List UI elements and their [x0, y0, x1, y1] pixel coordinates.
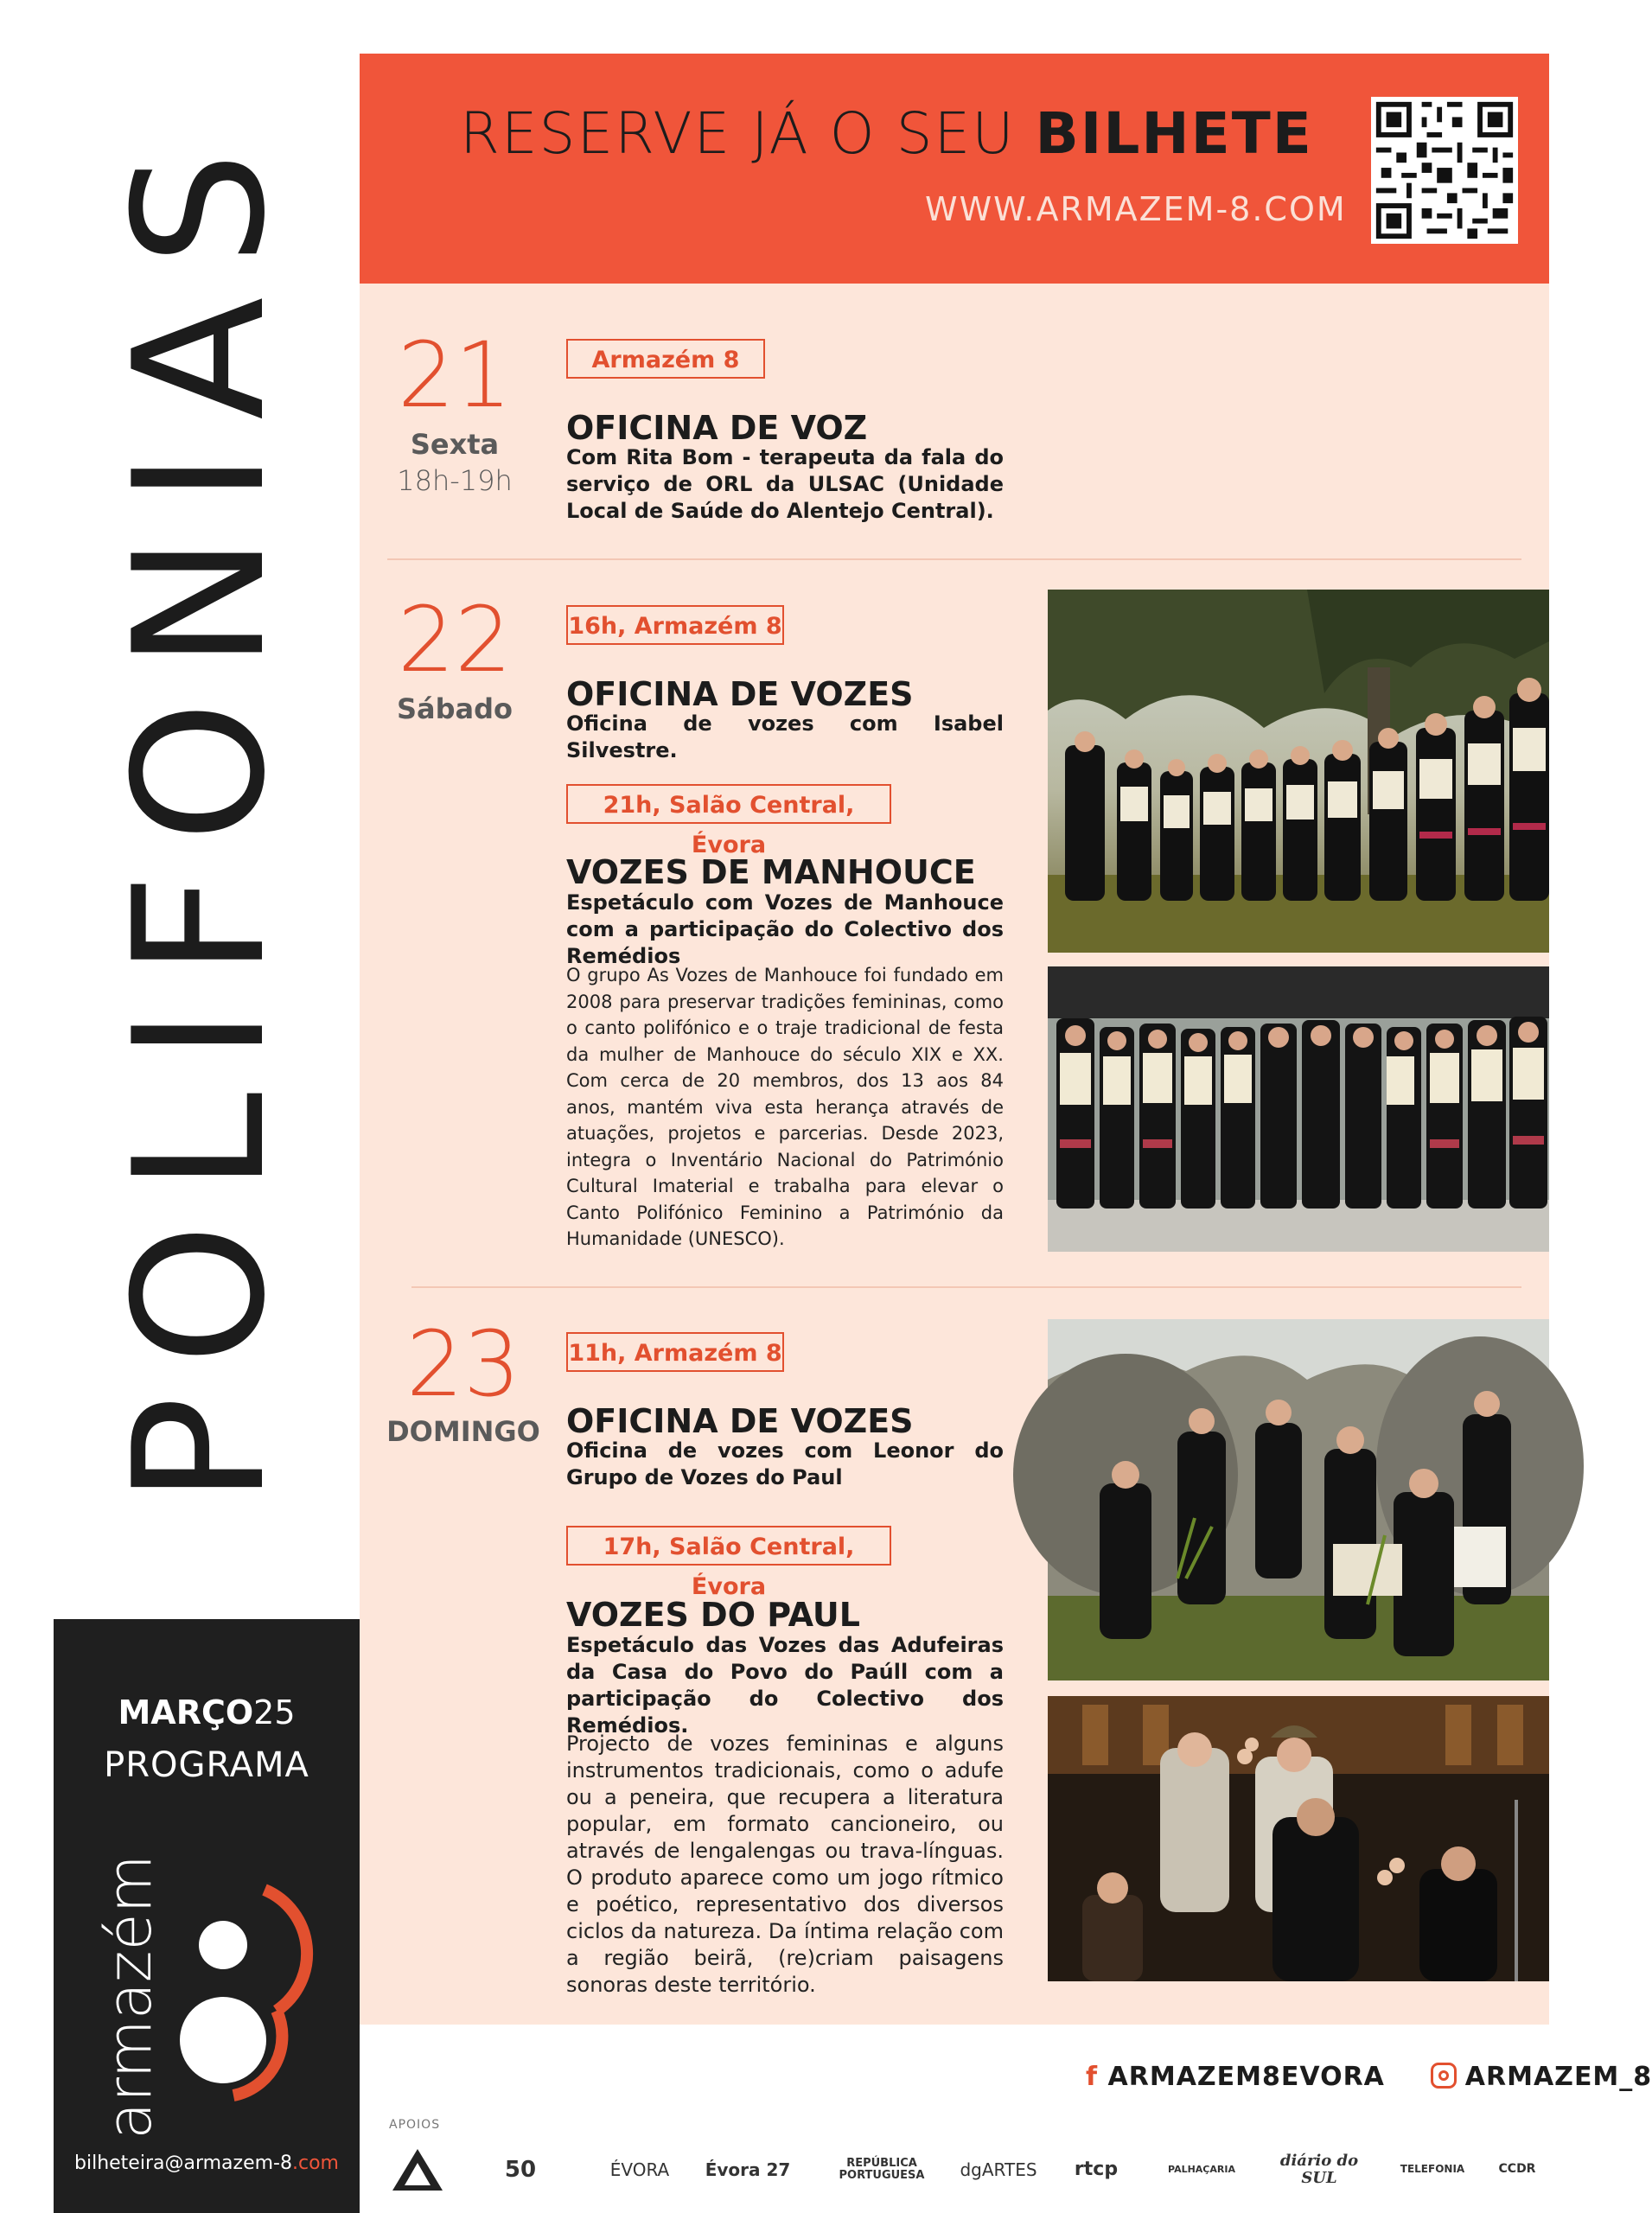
event-tag: 16h, Armazém 8	[566, 605, 784, 645]
banner-title-bold: BILHETE	[1035, 100, 1313, 167]
event-subtitle: Oficina de vozes com Isabel Silvestre.	[566, 711, 1004, 762]
logo-wordmark	[94, 1854, 165, 2140]
day-number: 21	[397, 322, 513, 428]
ticket-email-link[interactable]	[54, 2152, 360, 2174]
sponsor-logo: REPÚBLICA PORTUGUESA	[839, 2156, 925, 2182]
banner-title-light: RESERVE JÁ O SEU	[460, 100, 1036, 167]
sponsor-logo: TELEFONIA	[1400, 2163, 1465, 2176]
photo-manhouce-stage	[1048, 966, 1549, 1252]
banner-title	[460, 100, 1324, 167]
event-description: Projecto de vozes femininas e alguns instrumentos tradicionais, como o adufe ou a peneira, que recupera a literatura popular, em formato cancioneiro, ou através de lengalengas ou trava-línguas. O produto aparece como um jogo rítmico e poético, representativo dos diversos ciclos da natureza. Da íntima relação com a região beirã, (re)criam paisagens sonoras deste território.	[566, 1731, 1004, 1997]
sponsor-logo	[387, 2144, 448, 2196]
facebook-handle[interactable]: ARMAZEM8EVORA	[1107, 2062, 1385, 2092]
instagram-icon[interactable]	[1431, 2063, 1457, 2089]
event-title: OFICINA DE VOZES	[566, 1402, 914, 1440]
day-name: DOMINGO	[386, 1415, 540, 1448]
day-name: Sexta	[410, 428, 500, 461]
photo-paul-outdoor	[1048, 1319, 1549, 1680]
divider	[387, 558, 1521, 560]
sponsor-logo: rtcp	[1074, 2158, 1119, 2180]
event-subtitle: Oficina de vozes com Leonor do Grupo de Vozes do Paul	[566, 1438, 1004, 1489]
event-tag: 21h, Salão Central, Évora	[566, 784, 891, 824]
event-title: OFICINA DE VOZES	[566, 675, 914, 713]
event-subtitle: Espetáculo com Vozes de Manhouce com a participação do Colectivo dos Remédios	[566, 890, 1004, 968]
sponsor-logo: 50	[504, 2156, 537, 2183]
qr-code-icon[interactable]	[1371, 97, 1518, 244]
divider	[411, 1286, 1521, 1288]
logo-wordmark-text: armazém	[94, 1854, 165, 2140]
event-title: OFICINA DE VOZ	[566, 409, 868, 447]
email-user: bilheteira@armazem-8	[74, 2152, 292, 2174]
instagram-handle[interactable]: ARMAZEM_8	[1464, 2062, 1652, 2092]
facebook-icon[interactable]: f	[1086, 2062, 1099, 2092]
sponsor-logo: CCDR	[1498, 2162, 1536, 2177]
day-number: 22	[397, 587, 513, 692]
month-label: MARÇO	[118, 1693, 254, 1731]
event-title: VOZES DO PAUL	[566, 1596, 860, 1634]
program-label: PROGRAMA	[104, 1745, 309, 1785]
program-month	[54, 1693, 360, 1731]
event-tag: 11h, Armazém 8	[566, 1332, 784, 1372]
sponsor-logo: diário do SUL	[1279, 2152, 1359, 2187]
event-tag: Armazém 8	[566, 339, 765, 379]
sponsor-logo: Évora 27	[705, 2159, 791, 2180]
photo-paul-stage	[1048, 1696, 1549, 1981]
event-subtitle: Com Rita Bom - terapeuta da fala do serviço de ORL da ULSAC (Unidade Local de Saúde do Alentejo Central).	[566, 445, 1004, 523]
sponsor-logo: PALHAÇARIA	[1168, 2163, 1235, 2175]
sponsor-logo: ÉVORA	[609, 2159, 670, 2180]
armazem-8-logo-icon	[169, 1885, 325, 2101]
day-number: 23	[405, 1311, 521, 1417]
social-links	[1086, 2062, 1652, 2092]
event-subtitle: Espetáculo das Vozes das Adufeiras da Casa do Povo do Paúll com a participação do Colectivo dos Remédios.	[566, 1633, 1004, 1738]
event-description: O grupo As Vozes de Manhouce foi fundado em 2008 para preservar tradições femininas, como o canto polifónico e o traje tradicional de festa da mulher de Manhouce do século XIX e XX. Com cerca de 20 membros, dos 13 aos 84 anos, mantém viva esta herança através de atuações, projetos e parcerias. Desde 2023, integra o Inventário Nacional do Património Cultural Imaterial e trabalha para elevar o Canto Polifónico Feminino a Património da Humanidade (UNESCO).	[566, 965, 1004, 1249]
event-title: VOZES DE MANHOUCE	[566, 853, 976, 891]
vertical-title-text: POLIFONIAS	[96, 120, 305, 1505]
email-tld: .com	[291, 2152, 339, 2174]
day-hours: 18h-19h	[397, 464, 513, 497]
photo-manhouce-outdoor	[1048, 590, 1549, 953]
month-year: 25	[253, 1693, 296, 1731]
sponsor-logo: dgARTES	[960, 2159, 1037, 2180]
vertical-title	[96, 104, 305, 1521]
sponsors-label: APOIOS	[389, 2118, 441, 2132]
event-tag: 17h, Salão Central, Évora	[566, 1526, 891, 1566]
banner-url[interactable]: WWW.ARMAZEM-8.COM	[925, 190, 1347, 228]
day-name: Sábado	[396, 692, 513, 725]
